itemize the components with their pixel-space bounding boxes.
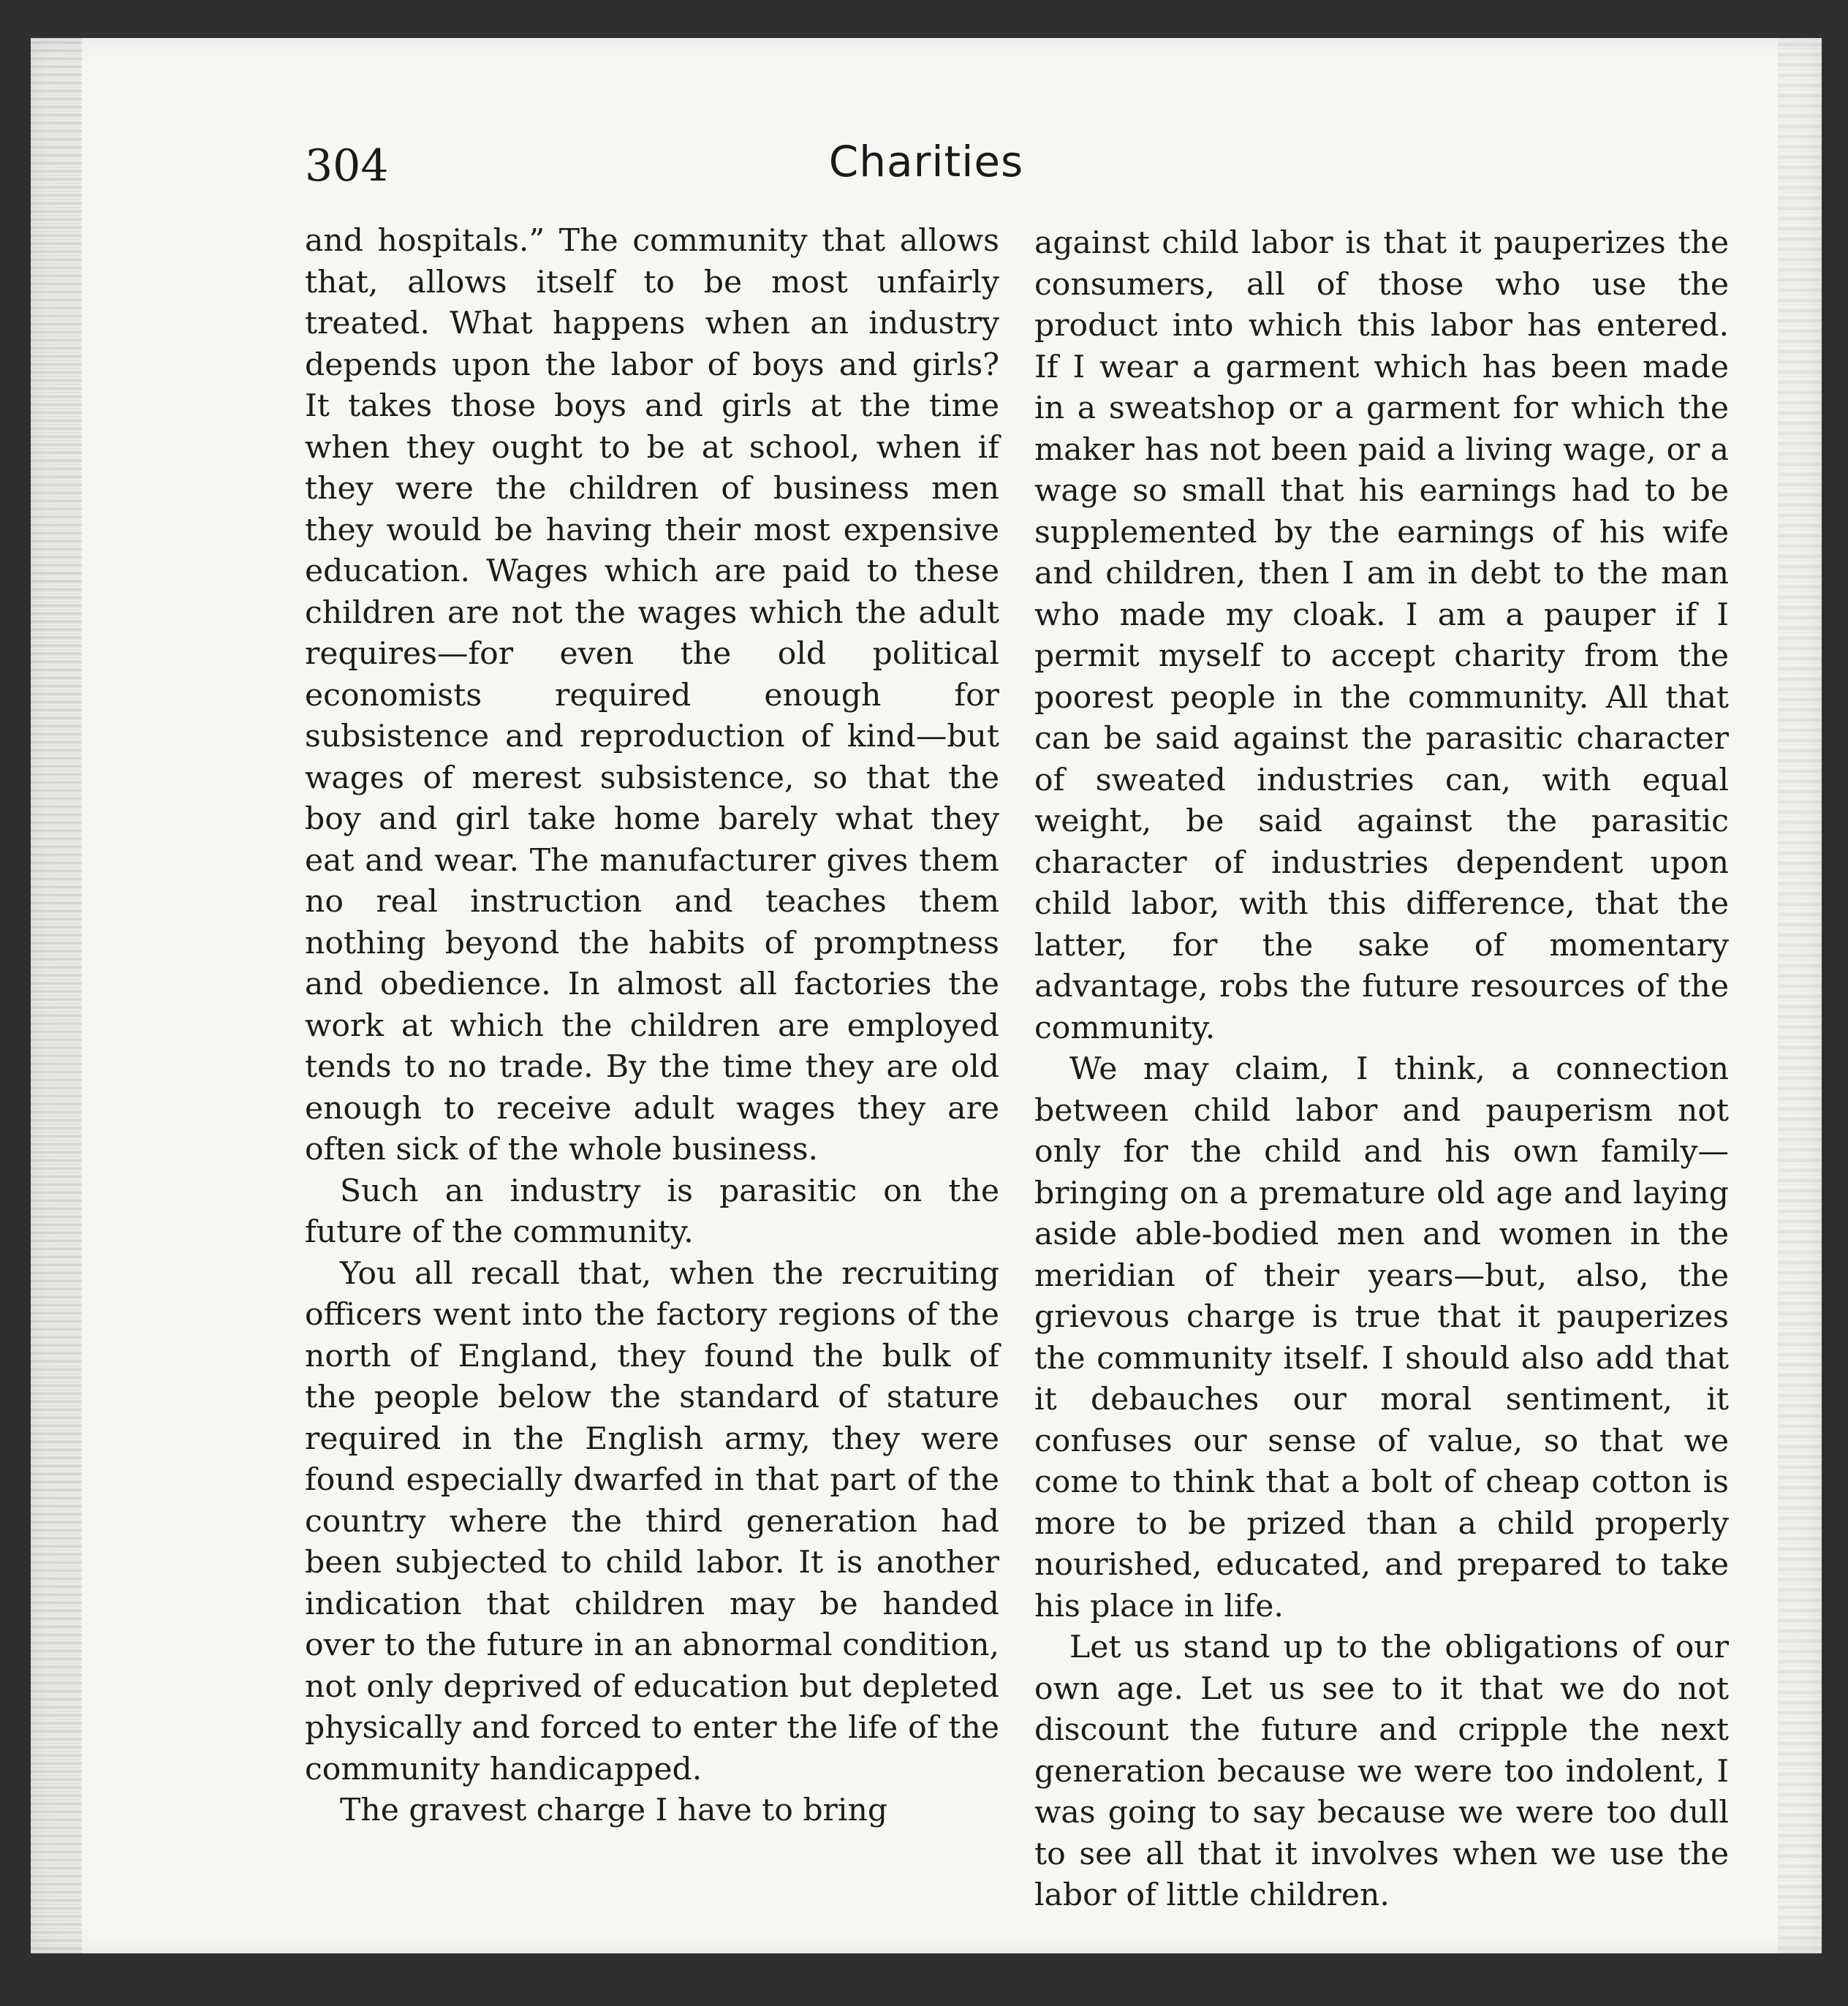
book-page <box>31 38 1822 1953</box>
right-paragraph-3: Let us stand up to the obligations of our own age. Let us see to it that we do not discount the future and cripple the next generation because we were too indolent, I was going to say because we were too dull to see all that it involves when we use the labor of little children. <box>1034 1630 1729 1913</box>
left-paragraph-2: Such an industry is parasitic on the future of the community. <box>305 1173 999 1250</box>
left-paragraph-3: You all recall that, when the recruiting officers went into the factory regions of the north of England, they found the bulk of the people below the standard of stature required in the English army, they were found especially dwarfed in that part of the country where the third generation had been subjected to child labor. It is another indication that children may be handed over to the future in an abnormal condition, not only deprived of education but depleted physically and forced to enter the life of the community handicapped. <box>305 1255 999 1787</box>
scan-edge-right <box>1778 38 1822 1953</box>
left-paragraph-4: The gravest charge I have to bring <box>340 1793 888 1828</box>
right-column <box>1034 223 1729 1917</box>
scan-edge-left <box>31 38 82 1953</box>
left-column <box>305 221 999 1832</box>
page-number: 304 <box>305 140 389 192</box>
right-paragraph-2: We may claim, I think, a connection between child labor and pauperism not only for the child and his own family—bringing on a premature old age and laying aside able-bodied men and women in the meridian of their years—but, also, the grievous charge is true that it pauperizes the community itself. I should also add that it debauches our moral sentiment, it confuses our sense of value, so that we come to think that a bolt of cheap cotton is more to be prized than a child properly nourished, educated, and prepared to take his place in life. <box>1034 1051 1729 1624</box>
left-paragraph-1: and hospitals.” The community that allows that, allows itself to be most unfairly treated. What happens when an industry depends upon the labor of boys and girls? It takes those boys and girls at the time when they ought to be at school, when if they were the children of business men they would be having their most expensive education. Wages which are paid to these children are not the wages which the adult requires—for even the old political economists required enough for subsistence and reproduction of kind—but wages of merest subsistence, so that the boy and girl take home barely what they eat and wear. The manufacturer gives them no real instruction and teaches them nothing beyond the habits of promptness and obedience. In almost all factories the work at which the children are employed tends to no trade. By the time they are old enough to receive adult wages they are often sick of the whole business. <box>305 223 999 1167</box>
running-title: Charities <box>828 137 1024 186</box>
right-paragraph-1: against child labor is that it pauperizes the consumers, all of those who use the product into which this labor has entered. If I wear a garment which has been made in a sweatshop or a garment for which the maker has not been paid a living wage, or a wage so small that his earnings had to be supplemented by the earnings of his wife and children, then I am in debt to the man who made my cloak. I am a pauper if I permit myself to accept charity from the poorest people in the community. All that can be said against the parasitic character of sweated industries can, with equal weight, be said against the parasitic character of industries dependent upon child labor, with this difference, that the latter, for the sake of momentary advantage, robs the future resources of the community. <box>1034 225 1729 1046</box>
